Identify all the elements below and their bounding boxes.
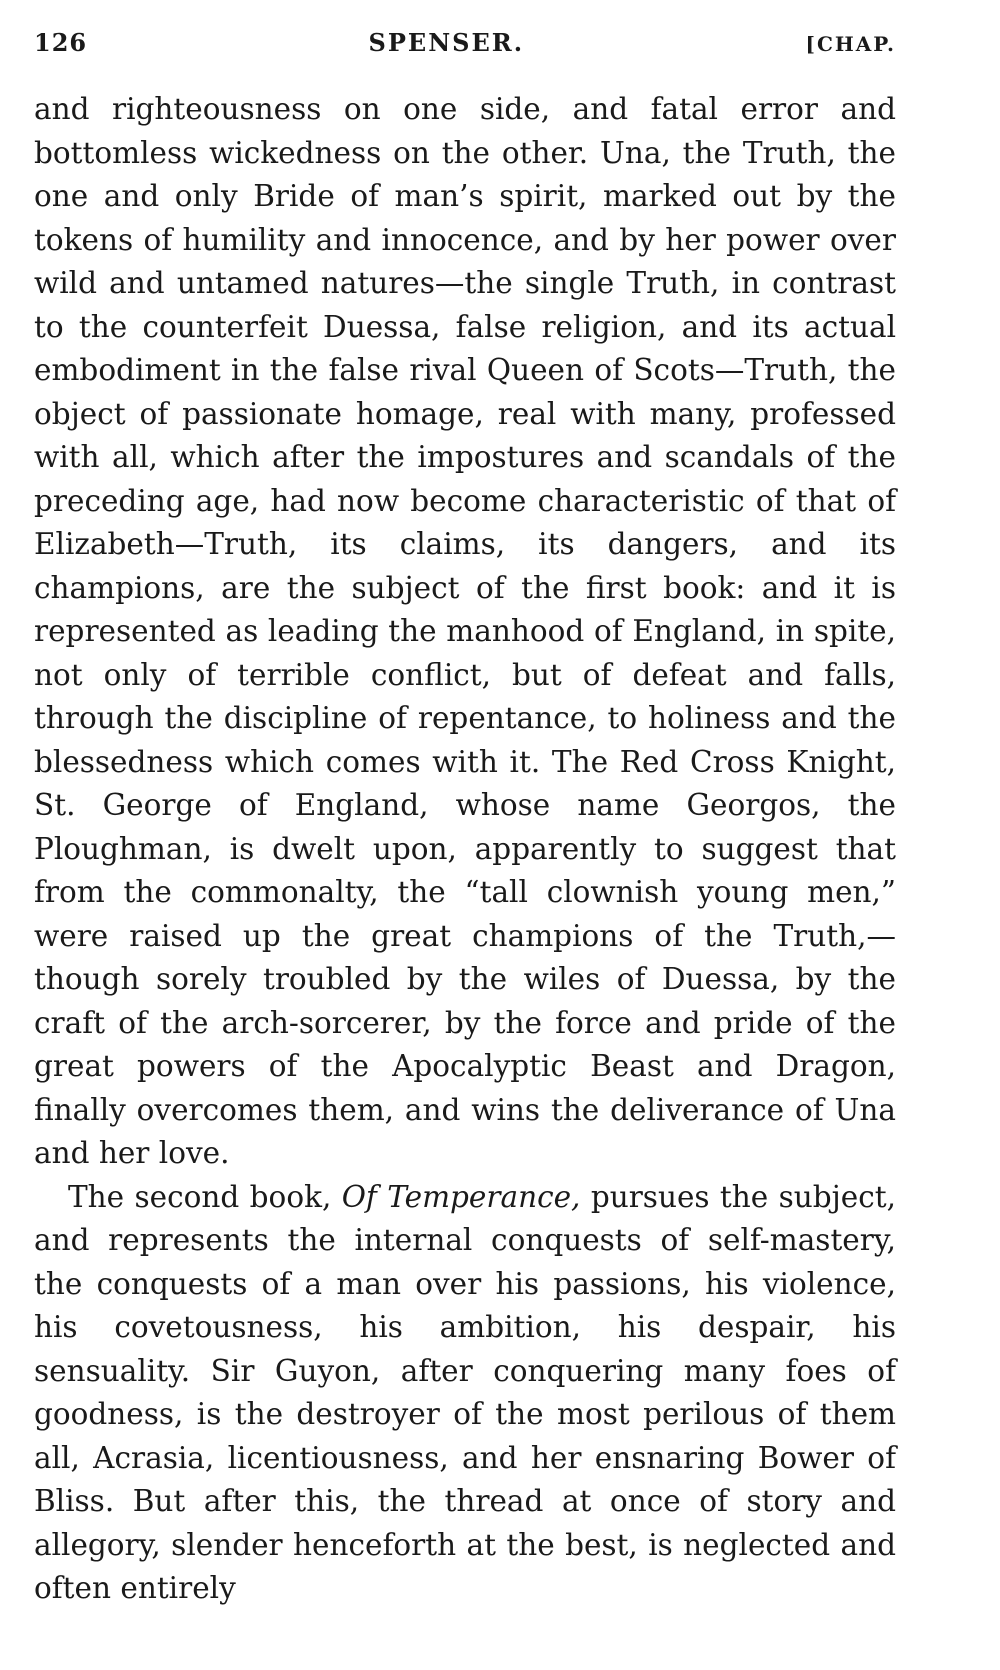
book-title: Of Temperance, (341, 1179, 581, 1214)
paragraph-2-rest: pursues the subject, and represents the internal conquests of self-mastery, the conquests of a man over his passions, his violence, his covetousness, his ambition, his despair, his sensuality. Sir Guyon, after conquering many foes of goodness, is the destroyer of the most perilous of them all, Acrasia, licentiousness, and her ensnaring Bower of Bliss. But after this, the thread at once of story and allegory, slender henceforth at the best, is neglected and often entirely (34, 1179, 897, 1605)
chapter-marker: [CHAP. (805, 32, 896, 56)
body-text (34, 88, 896, 1611)
page-number: 126 (34, 28, 88, 57)
running-title: SPENSER. (368, 28, 525, 57)
paragraph-2 (34, 1176, 896, 1611)
running-header (34, 28, 896, 72)
paragraph-1: and righteousness on one side, and fatal error and bottomless wickedness on the other. Una, the Truth, the one and only Bride of man’s spirit, marked out by the tokens of humility and innocence, and by her power over wild and untamed natures—the single Truth, in contrast to the counterfeit Duessa, false religion, and its actual embodiment in the false rival Queen of Scots—Truth, the object of passionate homage, real with many, professed with all, which after the impostures and scandals of the preceding age, had now become characteristic of that of Elizabeth—Truth, its claims, its dangers, and its champions, are the subject of the first book: and it is represented as leading the manhood of England, in spite, not only of terrible conflict, but of defeat and falls, through the discipline of repentance, to holiness and the blessedness which comes with it. The Red Cross Knight, St. George of England, whose name Georgos, the Ploughman, is dwelt upon, apparently to suggest that from the commonalty, the “tall clownish young men,” were raised up the great champions of the Truth,—though sorely troubled by the wiles of Duessa, by the craft of the arch-sorcerer, by the force and pride of the great powers of the Apocalyptic Beast and Dragon, finally overcomes them, and wins the deliverance of Una and her love. (34, 92, 896, 1170)
paragraph-2-start: The second book, (68, 1179, 342, 1214)
book-page (34, 28, 896, 1648)
